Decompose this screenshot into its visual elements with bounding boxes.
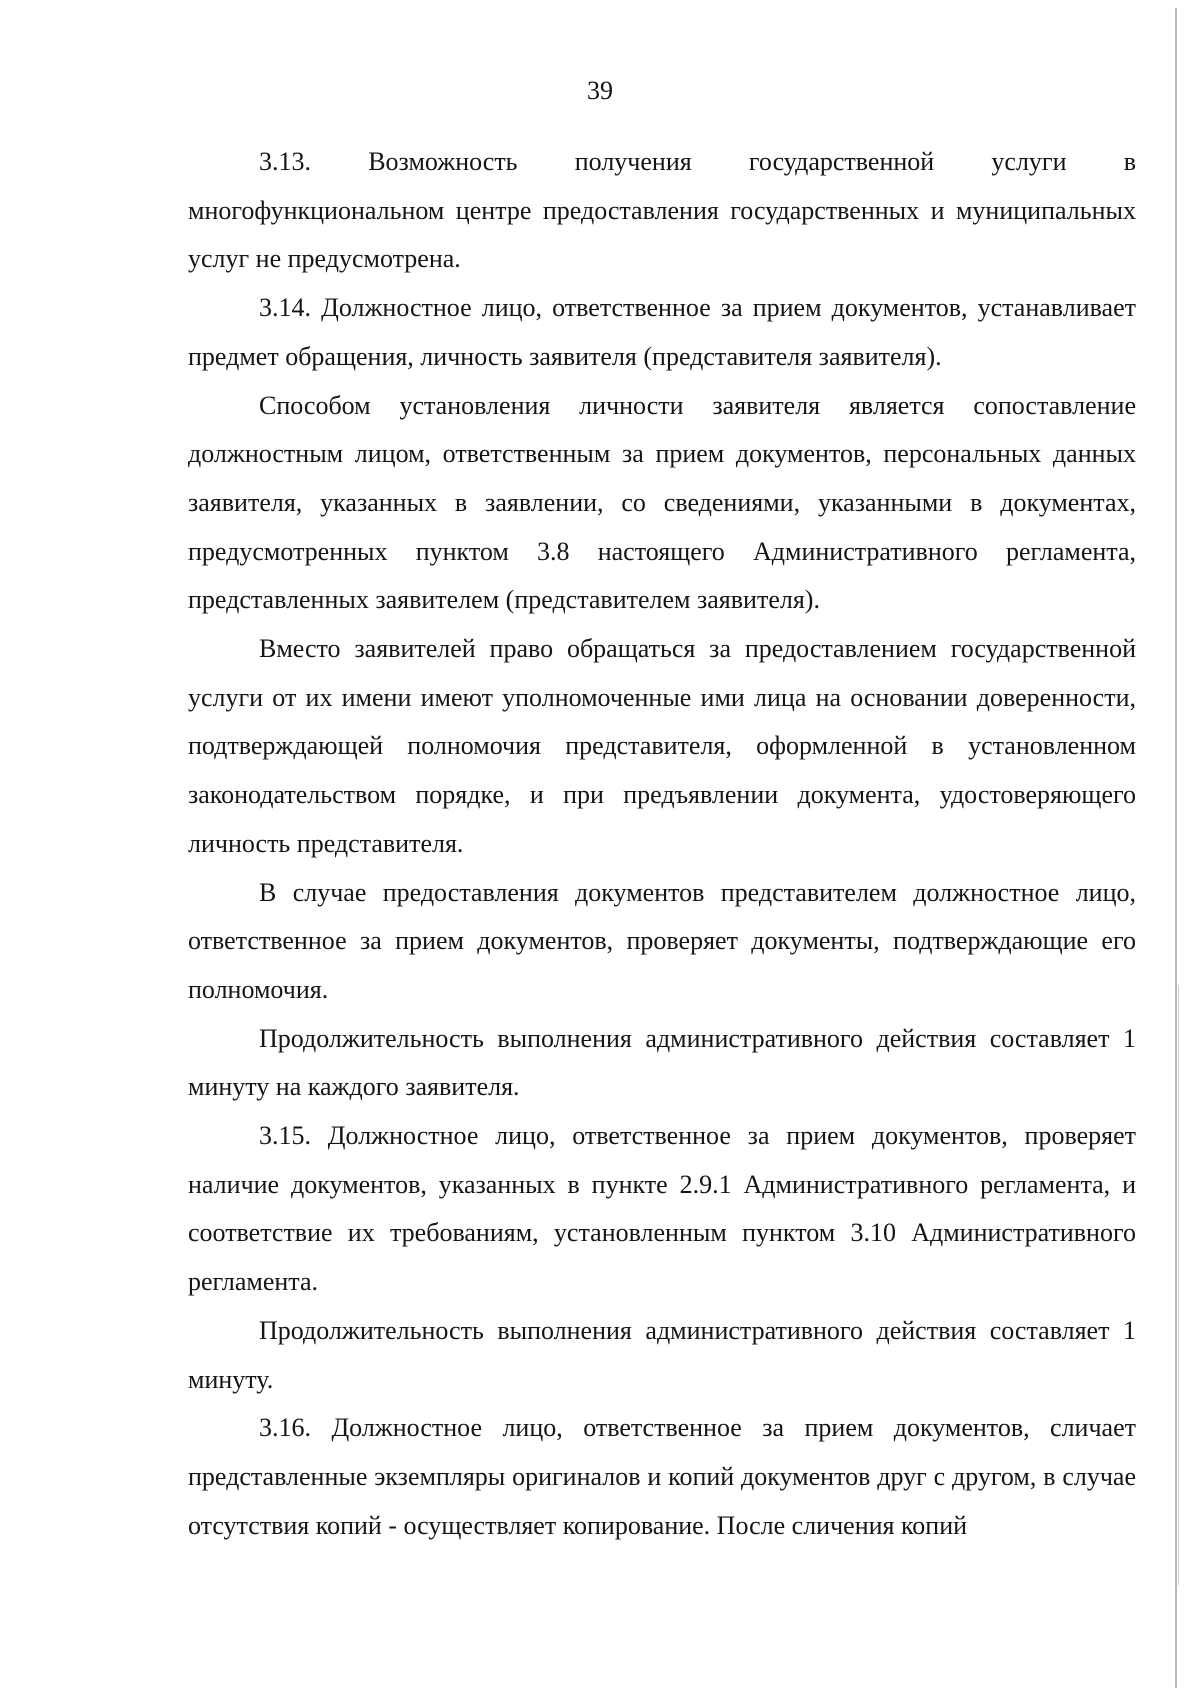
paragraph-3-13: 3.13. Возможность получения государственной услуги в многофункциональном центре предоставления государственных и муниципальных услуг не предусмотрена.	[188, 147, 1136, 274]
paragraph-3-15: 3.15. Должностное лицо, ответственное за прием документов, проверяет наличие документов, указанных в пункте 2.9.1 Административного регламента, и соответствие их требованиям, установленным пунктом 3.10 Административного регламента.	[188, 1121, 1136, 1297]
paragraph-representative-documents: В случае предоставления документов представителем должностное лицо, ответственное за прием документов, проверяет документы, подтверждающие его полномочия.	[188, 877, 1136, 1004]
paragraph-representatives: Вместо заявителей право обращаться за предоставлением государственной услуги от их имени имеют уполномоченные ими лица на основании доверенности, подтверждающей полномочия представителя, оформленной в установленном законодательством порядке, и при предъявлении документа, удостоверяющего личность представителя.	[188, 634, 1136, 858]
scan-edge-line	[1175, 8, 1177, 1688]
page-number: 39	[587, 76, 613, 105]
scan-edge-line-secondary	[1178, 985, 1179, 1585]
document-body	[188, 138, 1136, 1550]
paragraph-3-16: 3.16. Должностное лицо, ответственное за прием документов, сличает представленные экземпляры оригиналов и копий документов друг с другом, в случае отсутствия копий - осуществляет копирование. После сличения копий	[188, 1413, 1136, 1540]
paragraph-3-14: 3.14. Должностное лицо, ответственное за прием документов, устанавливает предмет обращения, личность заявителя (представителя заявителя).	[188, 293, 1136, 371]
paragraph-identity-method: Способом установления личности заявителя является сопоставление должностным лицом, ответственным за прием документов, персональных данных заявителя, указанных в заявлении, со сведениями, указанными в документах, предусмотренных пунктом 3.8 настоящего Административного регламента, представленных заявителем (представителем заявителя).	[188, 390, 1136, 615]
paragraph-duration-2: Продолжительность выполнения административного действия составляет 1 минуту.	[188, 1315, 1136, 1394]
paragraph-duration-1: Продолжительность выполнения административного действия составляет 1 минуту на каждого заявителя.	[188, 1023, 1136, 1102]
